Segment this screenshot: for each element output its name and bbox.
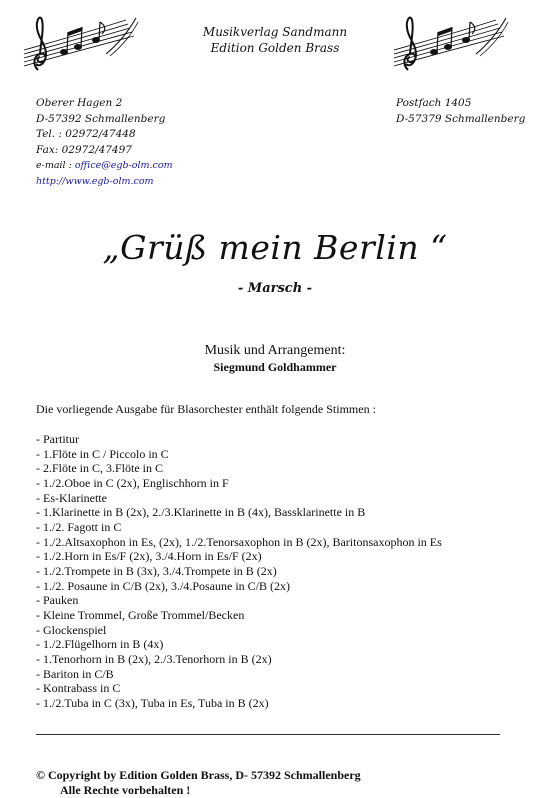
list-item: - Kleine Trommel, Große Trommel/Becken bbox=[36, 607, 245, 622]
address-block-left bbox=[36, 96, 173, 189]
piece-title: „Grüß mein Berlin “ bbox=[102, 228, 448, 267]
list-item: - 1.Tenorhorn in B (2x), 2./3.Tenorhorn in B (2x) bbox=[36, 651, 272, 666]
list-item: - 1./2. Fagott in C bbox=[36, 519, 122, 534]
piece-genre: - Marsch - bbox=[237, 281, 313, 296]
rights-notice: Alle Rechte vorbehalten ! bbox=[60, 783, 191, 797]
edition-name: Edition Golden Brass bbox=[210, 41, 340, 55]
address-tel: Tel. : 02972/47448 bbox=[36, 128, 136, 140]
website-link[interactable]: http://www.egb-olm.com bbox=[36, 175, 154, 187]
address-city-right: D-57379 Schmallenberg bbox=[396, 112, 526, 125]
list-item: - 1./2.Altsaxophon in Es, (2x), 1./2.Tenorsaxophon in B (2x), Baritonsaxophon in Es bbox=[36, 534, 442, 549]
credits-label: Musik und Arrangement: bbox=[204, 343, 346, 358]
list-item: - Kontrabass in C bbox=[36, 681, 121, 696]
address-postbox: Postfach 1405 bbox=[396, 97, 472, 109]
list-item: - 1./2.Trompete in B (3x), 3./4.Trompete in B (2x) bbox=[36, 563, 277, 578]
list-item: - Bariton in C/B bbox=[36, 666, 114, 681]
copyright-notice: © Copyright by Edition Golden Brass, D- 57392 Schmallenberg bbox=[36, 768, 361, 782]
parts-list bbox=[36, 432, 442, 710]
list-item: - Partitur bbox=[36, 432, 79, 446]
list-item: - 1.Klarinette in B (2x), 2./3.Klarinette in B (4x), Bassklarinette in B bbox=[36, 505, 366, 520]
list-item: - 1./2.Horn in Es/F (2x), 3./4.Horn in Es/F (2x) bbox=[36, 549, 262, 564]
address-email-line bbox=[36, 158, 173, 174]
list-item: - 1./2.Oboe in C (2x), Englischhorn in F bbox=[36, 475, 229, 490]
footer-divider bbox=[36, 734, 500, 735]
list-item: - 1.Flöte in C / Piccolo in C bbox=[36, 446, 169, 461]
address-fax: Fax: 02972/47497 bbox=[36, 143, 132, 156]
email-link[interactable]: office@egb-olm.com bbox=[74, 160, 173, 171]
parts-intro: Die vorliegende Ausgabe für Blasorchester enthält folgende Stimmen : bbox=[36, 402, 376, 416]
address-city: D-57392 Schmallenberg bbox=[36, 112, 166, 125]
list-item: - Pauken bbox=[36, 593, 79, 608]
list-item: - 1./2.Flügelhorn in B (4x) bbox=[36, 637, 164, 652]
address-block-right bbox=[396, 96, 525, 127]
list-item: - 1./2. Posaune in C/B (2x), 3./4.Posaune in C/B (2x) bbox=[36, 578, 290, 593]
list-item: - 1./2.Tuba in C (3x), Tuba in Es, Tuba in B (2x) bbox=[36, 695, 269, 710]
list-item: - 2.Flöte in C, 3.Flöte in C bbox=[36, 461, 164, 476]
list-item: - Es-Klarinette bbox=[36, 490, 107, 505]
publisher-name: Musikverlag Sandmann bbox=[202, 25, 348, 39]
email-label: e-mail : bbox=[36, 160, 75, 171]
address-street: Oberer Hagen 2 bbox=[36, 97, 123, 109]
list-item: - Glockenspiel bbox=[36, 622, 107, 637]
composer-name: Siegmund Goldhammer bbox=[213, 360, 337, 374]
